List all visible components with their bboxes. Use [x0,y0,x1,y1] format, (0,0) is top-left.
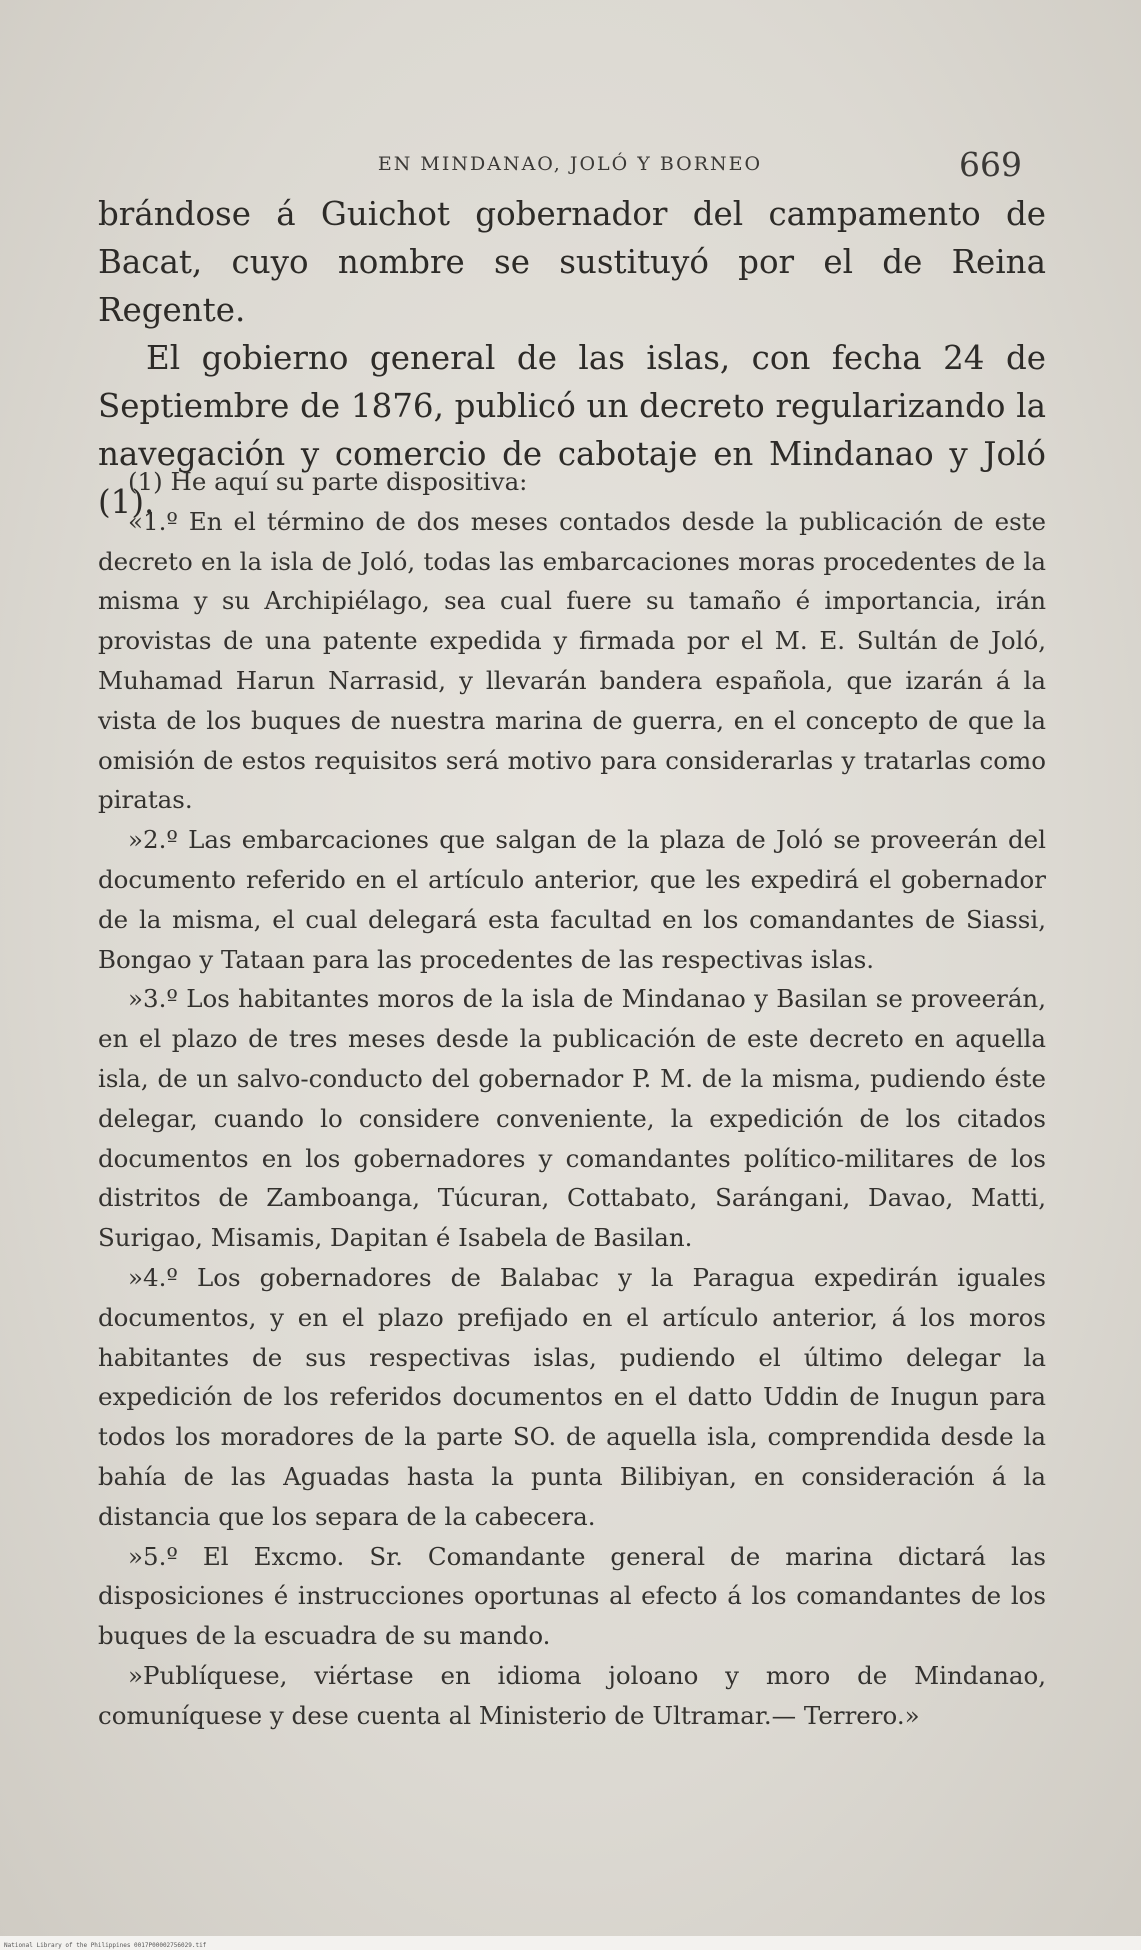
running-title: EN MINDANAO, JOLÓ Y BORNEO [377,153,763,175]
footnote-article: »2.º Las embarcaciones que salgan de la plaza de Joló se proveerán del documento referido en el artículo anterior, que les expedirá el gobernador de la misma, el cual delegará esta facultad en los comandantes de Siassi, Bongao y Tataan para las procedentes de las respectivas islas. [98,825,1046,974]
body-paragraph: brándose á Guichot gobernador del campamento de Bacat, cuyo nombre se sustituyó por el de Reina Regente. [98,195,1046,329]
footnote-article: »3.º Los habitantes moros de la isla de Mindanao y Basilan se proveerán, en el plazo de tres meses desde la publicación de este decreto en aquella isla, de un salvo-conducto del gobernador P. M. de la misma, pudiendo éste delegar, cuando lo considere conveniente, la expedición de los citados documentos en los gobernadores y comandantes político-militares de los distritos de Zamboanga, Túcuran, Cottabato, Sarángani, Davao, Matti, Surigao, Misamis, Dapitan é Isabela de Basilan. [98,984,1046,1253]
footnote-article: »5.º El Excmo. Sr. Comandante general de marina dictará las disposiciones é instrucciones oportunas al efecto á los comandantes de los buques de la escuadra de su mando. [98,1541,1046,1651]
scan-caption: National Library of the Philippines 0017P00002756029.tif [4,1942,207,1949]
scan-footer [0,1936,1141,1950]
page-header [100,145,1040,185]
footnote-closing: »Publíquese, viértase en idioma joloano y moro de Mindanao, comuníquese y dese cuenta al Ministerio de Ultramar.— Terrero.» [98,1660,1046,1730]
footnote [98,462,1046,1736]
footnote-intro: (1) He aquí su parte dispositiva: [128,467,528,496]
page-number: 669 [959,145,1022,184]
footnote-article: «1.º En el término de dos meses contados desde la publicación de este decreto en la isla de Joló, todas las embarcaciones moras procedentes de la misma y su Archipiélago, sea cual fuere su tamaño é importancia, irán provistas de una patente expedida y firmada por el M. E. Sultán de Joló, Muhamad Harun Narrasid, y llevarán bandera española, que izarán á la vista de los buques de nuestra marina de guerra, en el concepto de que la omisión de estos requisitos será motivo para considerarlas y tratarlas como piratas. [98,506,1046,815]
body-paragraph: El gobierno general de las islas, con fecha 24 de Septiembre de 1876, publicó un decreto regularizando la navegación y comercio de cabotaje en Mindanao y Joló (1). [98,339,1046,521]
footnote-article: »4.º Los gobernadores de Balabac y la Paragua expedirán iguales documentos, y en el plazo prefijado en el artículo anterior, á los moros habitantes de sus respectivas islas, pudiendo el último delegar la expedición de los referidos documentos en el datto Uddin de Inugun para todos los moradores de la parte SO. de aquella isla, comprendida desde la bahía de las Aguadas hasta la punta Bilibiyan, en consideración á la distancia que los separa de la cabecera. [98,1262,1046,1531]
